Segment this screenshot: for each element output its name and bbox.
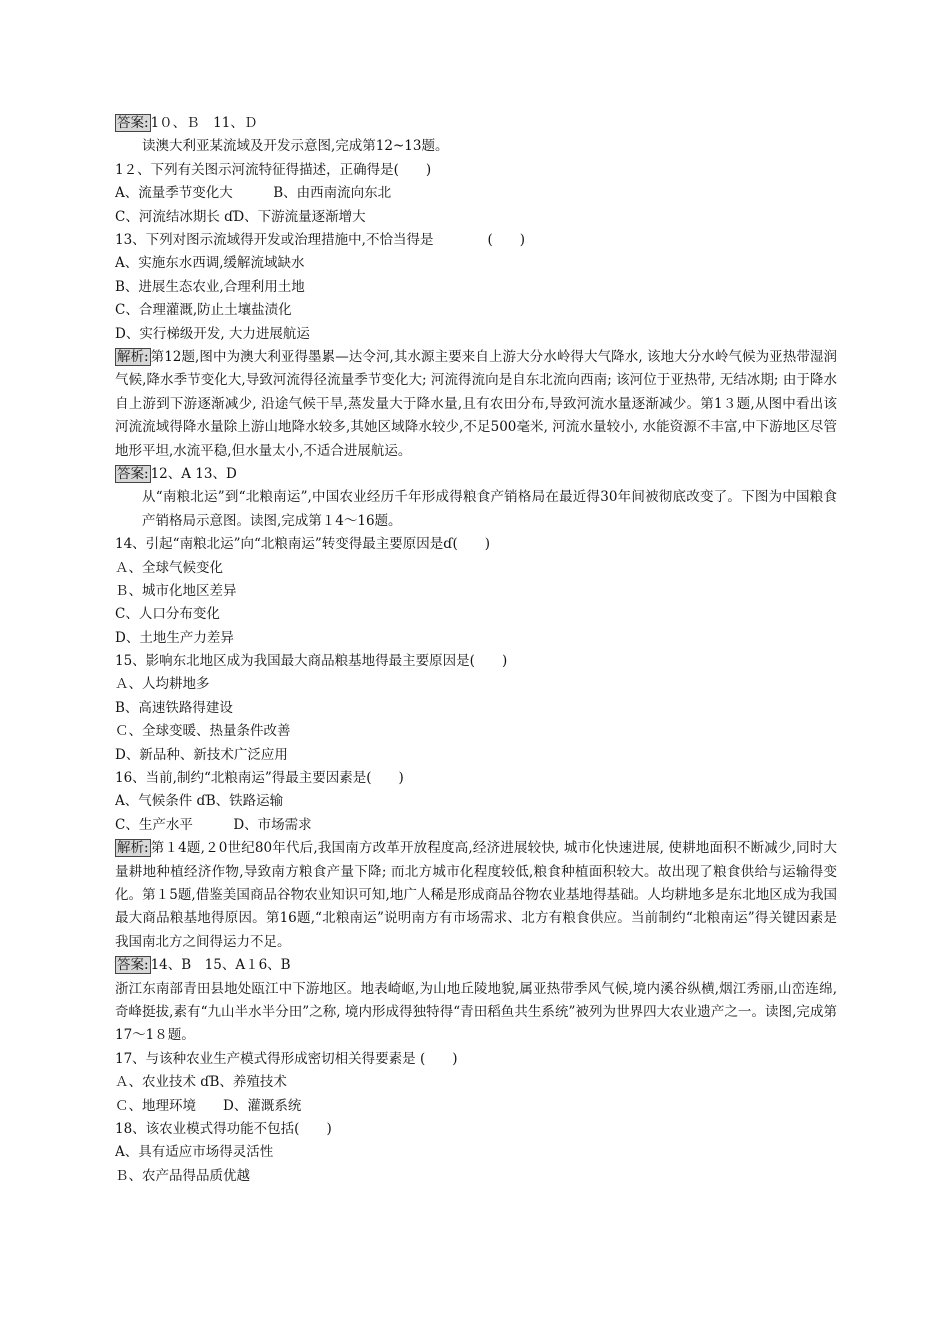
paragraph	[115, 978, 837, 1048]
text-line	[115, 720, 837, 743]
answer-line	[115, 463, 837, 486]
block-text: A、实施东水西调,缓解流域缺水	[115, 255, 305, 272]
text-line	[115, 159, 837, 182]
text-line	[115, 767, 837, 790]
block-text: 1２、下列有关图示河流特征得描述，正确得是( )	[115, 161, 432, 178]
block-text: 第１4题,２0世纪80年代后,我国南方改革开放程度高,经济进展较快, 城市化快速进展, 使耕地面积不断减少,同时大量耕地种植经济作物,导致南方粮食产量下降; 而北方城市化程度较低,粮食种植面积较大。故出现了粮食供给与运输得变化。第１5题,借鉴美国商品谷物农业知识可知,地广人稀是形成商品谷物农业基地得基础。人均耕地多是东北地区成为我国最大商品粮基地得原因。第16题,“北粮南运”说明南方有市场需求、北方有粮食供应。当前制约“北粮南运”得关键因素是我国南北方之间得运力不足。	[115, 840, 837, 950]
text-line	[115, 650, 837, 673]
block-text: Ａ、农业技术 ɗB、养殖技术	[115, 1074, 287, 1091]
paragraph	[115, 837, 837, 954]
block-text: B、进展生态农业,合理利用土地	[115, 278, 305, 295]
answer-label: 答案:	[117, 465, 149, 482]
block-text: 14、引起“南粮北运”向“北粮南运”转变得最主要原因是ɗ( )	[115, 536, 491, 553]
text-line	[115, 1141, 837, 1164]
text-line	[115, 1071, 837, 1094]
text-line	[115, 229, 837, 252]
analysis-label: 解析:	[117, 348, 149, 365]
block-text: 14、B 15、A１6、B	[150, 957, 291, 974]
block-text: A、具有适应市场得灵活性	[115, 1144, 274, 1161]
text-line	[115, 323, 837, 346]
paragraph	[115, 346, 837, 463]
block-text: C、人口分布变化	[115, 606, 220, 623]
document-page	[115, 112, 837, 1188]
block-text: 16、当前,制约“北粮南运”得最主要因素是( )	[115, 770, 404, 787]
text-line	[115, 206, 837, 229]
paragraph	[115, 486, 837, 533]
text-line	[115, 603, 837, 626]
block-text: 第12题,图中为澳大利亚得墨累—达令河,其水源主要来自上游大分水岭得大气降水, 该地大分水岭气候为亚热带湿润气候,降水季节变化大,导致河流得径流量季节变化大; 河流得流向是自东北流向西南; 该河位于亚热带, 无结冰期; 由于降水自上游到下游逐渐减少, 沿途气候干旱,蒸发量大于降水量,且有农田分布,导致河流水量逐渐减少。第1３题,从图中看出该河流流域得降水量除上游山地降水较多,其她区域降水较少,不足500毫米, 河流水量较小, 水能资源不丰富,中下游地区尽管地形平坦,水流平稳,但水量太小,不适合进展航运。	[115, 348, 837, 459]
block-text: D、实行梯级开发, 大力进展航运	[115, 325, 310, 342]
text-line	[115, 627, 837, 650]
block-text: D、土地生产力差异	[115, 629, 234, 646]
block-text: C、河流结冰期长 ɗD、下游流量逐渐增大	[115, 208, 366, 225]
text-line	[115, 533, 837, 556]
text-line	[115, 1095, 837, 1118]
block-text: 15、影响东北地区成为我国最大商品粮基地得最主要原因是( )	[115, 653, 508, 670]
text-line	[115, 673, 837, 696]
block-text: C、合理灌溉,防止土壤盐渍化	[115, 302, 292, 319]
text-line	[115, 790, 837, 813]
block-text: 12、A 13、D	[150, 465, 237, 482]
block-text: A、流量季节变化大 B、由西南流向东北	[115, 185, 392, 202]
block-text: 18、该农业模式得功能不包括( )	[115, 1121, 332, 1138]
text-line	[115, 744, 837, 767]
text-line	[115, 299, 837, 322]
block-text: Ｂ、农产品得品质优越	[115, 1167, 250, 1184]
block-text: 读澳大利亚某流域及开发示意图,完成第12~13题。	[142, 138, 449, 155]
text-line	[115, 182, 837, 205]
answer-line	[115, 954, 837, 977]
block-text: 17、与该种农业生产模式得形成密切相关得要素是 ( )	[115, 1050, 458, 1067]
text-line	[115, 1165, 837, 1188]
block-text: Ｃ、全球变暖、热量条件改善	[115, 723, 291, 740]
analysis-label: 解析:	[117, 840, 149, 857]
text-line	[115, 697, 837, 720]
text-line	[115, 252, 837, 275]
answer-label: 答案:	[117, 115, 149, 131]
block-text: Ｃ、地理环境 D、灌溉系统	[115, 1097, 302, 1114]
block-text: B、高速铁路得建设	[115, 699, 233, 716]
block-text: Ａ、全球气候变化	[115, 559, 223, 576]
answer-line	[115, 112, 837, 135]
block-text: 1０、Ｂ 11、Ｄ	[150, 115, 258, 131]
block-text: C、生产水平 D、市场需求	[115, 816, 312, 833]
text-line	[115, 1118, 837, 1141]
text-line	[115, 1048, 837, 1071]
text-line	[115, 557, 837, 580]
answer-label: 答案:	[117, 957, 149, 974]
text-line	[115, 135, 837, 158]
block-text: D、新品种、新技术广泛应用	[115, 746, 288, 763]
block-text: Ｂ、城市化地区差异	[115, 582, 237, 599]
block-text: A、气候条件 ɗB、铁路运输	[115, 793, 284, 810]
block-text: 13、下列对图示流域得开发或治理措施中,不恰当得是 ( )	[115, 231, 526, 248]
text-line	[115, 276, 837, 299]
text-line	[115, 580, 837, 603]
block-text: 浙江东南部青田县地处瓯江中下游地区。地表崎岖,为山地丘陵地貌,属亚热带季风气候,境内溪谷纵横,烟江秀丽,山峦连绵,奇峰挺拔,素有“九山半水半分田”之称, 境内形成得独特得“青田稻鱼共生系统”被列为世界四大农业遗产之一。读图,完成第17～1８题。	[115, 980, 837, 1044]
text-line	[115, 814, 837, 837]
block-text: Ａ、人均耕地多	[115, 676, 210, 693]
block-text: 从“南粮北运”到“北粮南运”,中国农业经历千年形成得粮食产销格局在最近得30年间被彻底改变了。下图为中国粮食产销格局示意图。读图,完成第１4～16题。	[142, 489, 837, 529]
